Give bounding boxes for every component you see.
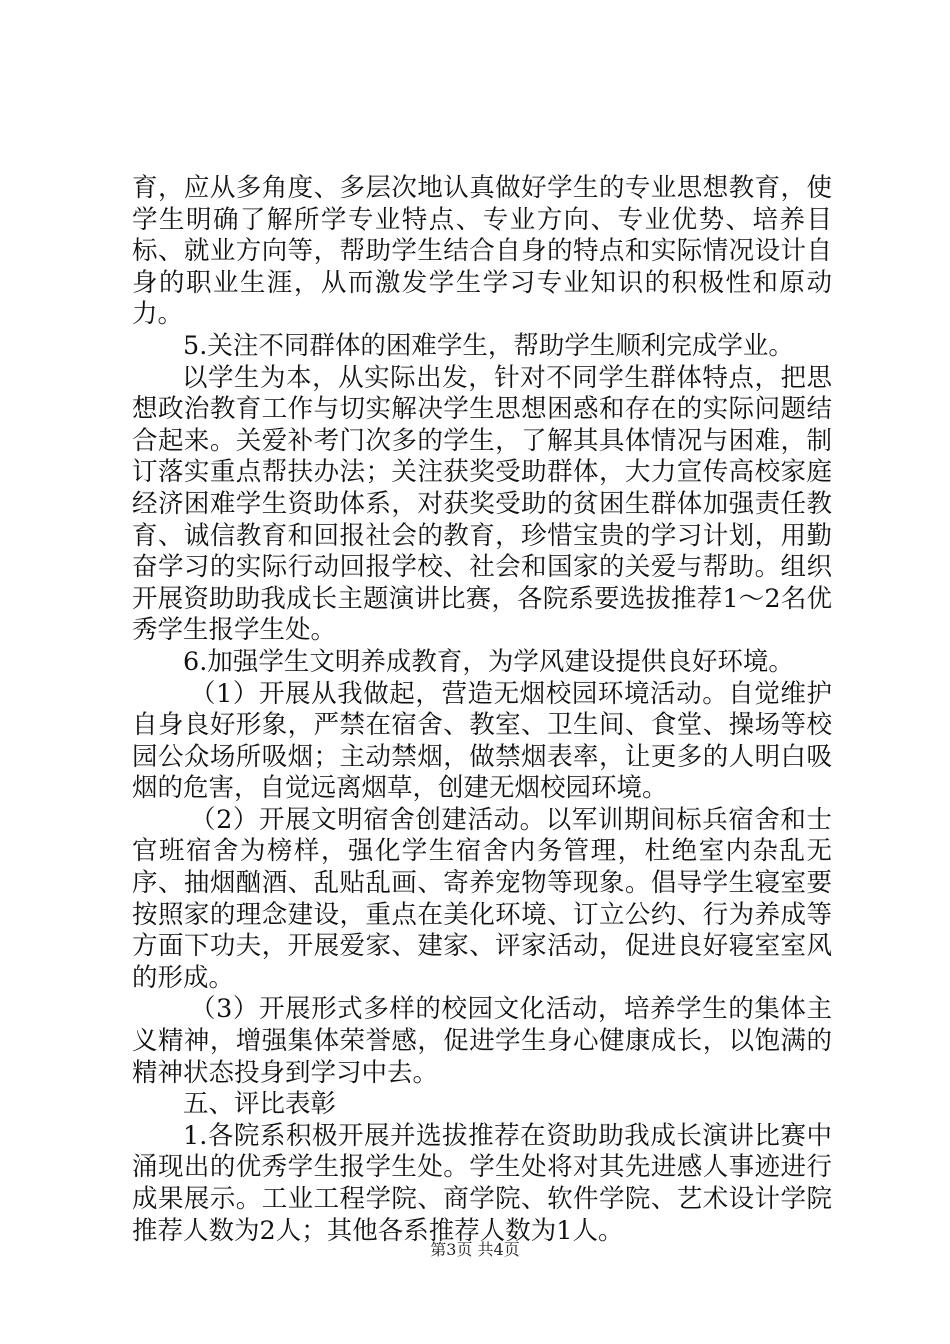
document-body	[132, 173, 832, 1247]
paragraph-sub-1: （1）开展从我做起，营造无烟校园环境活动。自觉维护自身良好形象，严禁在宿舍、教室、卫生间、食堂、操场等校园公众场所吸烟；主动禁烟，做禁烟表率，让更多的人明白吸烟的危害，自觉远离烟草，创建无烟校园环境。	[132, 678, 832, 804]
page-footer: 第3页 共4页	[430, 1240, 520, 1259]
paragraph-item-5-body: 以学生为本，从实际出发，针对不同学生群体特点，把思想政治教育工作与切实解决学生思想困惑和存在的实际问题结合起来。关爱补考门次多的学生，了解其具体情况与困难，制订落实重点帮扶办法；关注获奖受助群体，大力宣传高校家庭经济困难学生资助体系，对获奖受助的贫困生群体加强责任教育、诚信教育和回报社会的教育，珍惜宝贵的学习计划，用勤奋学习的实际行动回报学校、社会和国家的关爱与帮助。组织开展资助助我成长主题演讲比赛，各院系要选拔推荐1～2名优秀学生报学生处。	[132, 362, 832, 646]
paragraph-awards-1: 1.各院系积极开展并选拔推荐在资助助我成长演讲比赛中涌现出的优秀学生报学生处。学生处将对其先进感人事迹进行成果展示。工业工程学院、商学院、软件学院、艺术设计学院推荐人数为2人；其他各系推荐人数为1人。	[132, 1120, 832, 1246]
paragraph-continuation: 育，应从多角度、多层次地认真做好学生的专业思想教育，使学生明确了解所学专业特点、专业方向、专业优势、培养目标、就业方向等，帮助学生结合自身的特点和实际情况设计自身的职业生涯，从而激发学生学习专业知识的积极性和原动力。	[132, 173, 832, 330]
paragraph-item-6-heading: 6.加强学生文明养成教育，为学风建设提供良好环境。	[183, 646, 794, 677]
paragraph-sub-2: （2）开展文明宿舍创建活动。以军训期间标兵宿舍和士官班宿舍为榜样，强化学生宿舍内务管理，杜绝室内杂乱无序、抽烟酗酒、乱贴乱画、寄养宠物等现象。倡导学生寝室要按照家的理念建设，重点在美化环境、订立公约、行为养成等方面下功夫，开展爱家、建家、评家活动，促进良好寝室室风的形成。	[132, 804, 832, 993]
paragraph-sub-3: （3）开展形式多样的校园文化活动，培养学生的集体主义精神，增强集体荣誉感，促进学生身心健康成长，以饱满的精神状态投身到学习中去。	[132, 994, 832, 1088]
paragraph-item-5-heading: 5.关注不同群体的困难学生，帮助学生顺利完成学业。	[183, 330, 794, 361]
section-heading-awards: 五、评比表彰	[183, 1089, 337, 1120]
